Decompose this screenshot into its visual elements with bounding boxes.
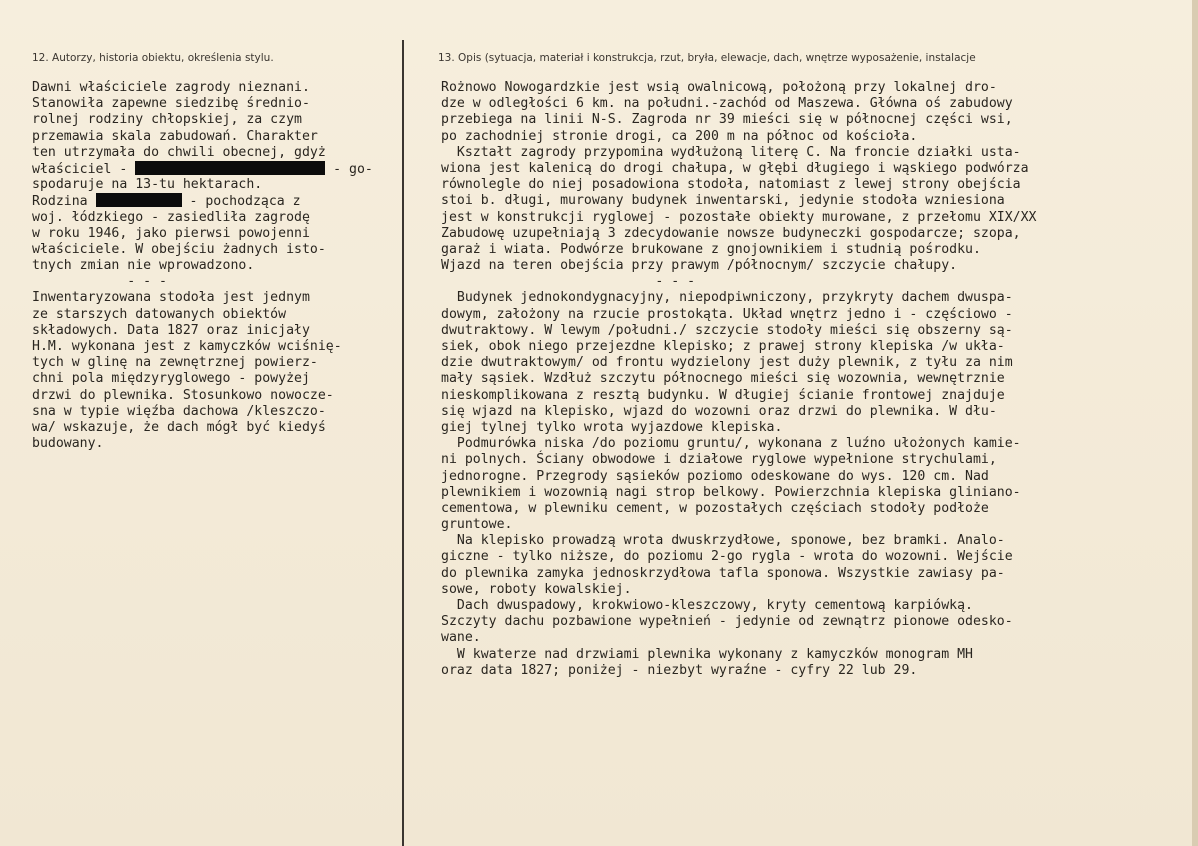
text-line: rolnej rodziny chłopskiej, za czym bbox=[32, 112, 302, 128]
text-line: Podmurówka niska /do poziomu gruntu/, wykonana z luźno ułożonych kamie- bbox=[441, 436, 1021, 452]
text-line: w roku 1946, jako pierwsi powojenni bbox=[32, 225, 310, 241]
text-line: Stanowiła zapewne siedzibę średnio- bbox=[32, 96, 310, 112]
redaction-bar bbox=[96, 193, 182, 207]
text-line: przebiega na linii N-S. Zagroda nr 39 mieści się w północnej części wsi, bbox=[441, 112, 1013, 128]
text-line: siek, obok niego przejezdne klepisko; z prawej strony klepiska /w ukła- bbox=[441, 339, 1005, 354]
text-line: tnych zmian nie wprowadzono. bbox=[32, 258, 255, 274]
text-line: ten utrzymała do chwili obecnej, gdyż bbox=[32, 144, 326, 160]
text-line: po zachodniej stronie drogi, ca 200 m na północ od kościoła. bbox=[441, 128, 918, 144]
text-line bbox=[32, 193, 373, 209]
section-13-header: 13. Opis (sytuacja, materiał i konstrukcja, rzut, bryła, elewacje, dach, wnętrze wyposażenie, instalacje bbox=[438, 52, 976, 64]
text-fragment: Rodzina bbox=[32, 194, 96, 210]
text-line: jest w konstrukcji ryglowej - pozostałe obiekty murowane, z przełomu XIX/XX bbox=[441, 209, 1037, 225]
text-line: Kształt zagrody przypomina wydłużoną literę C. Na froncie działki usta- bbox=[441, 144, 1021, 160]
text-line: ze starszych datowanych obiektów bbox=[32, 306, 287, 322]
text-line bbox=[32, 161, 373, 177]
text-line: garaż i wiata. Podwórze brukowane z gnojownikiem i studnią pośrodku. bbox=[441, 241, 981, 257]
text-line: H.M. wykonana jest z kamyczków wciśnię- bbox=[32, 339, 342, 354]
text-line: dzie dwutraktowym/ od frontu wydzielony jest duży plewnik, z tyłu za nim bbox=[441, 355, 1013, 371]
text-line: składowych. Data 1827 oraz inicjały bbox=[32, 322, 310, 338]
card-edge bbox=[1192, 0, 1198, 846]
text-line: woj. łódzkiego - zasiedliła zagrodę bbox=[32, 209, 310, 225]
text-fragment: - pochodząca z bbox=[181, 194, 301, 210]
text-line: cementowa, w plewniku cement, w pozostałych częściach stodoły podłoże bbox=[441, 500, 989, 516]
text-line: dze w odległości 6 km. na południ.-zachód od Maszewa. Główna oś zabudowy bbox=[441, 96, 1013, 112]
text-line: plewnikiem i wozownią nagi strop belkowy. Powierzchnia klepiska gliniano- bbox=[441, 484, 1021, 500]
text-line: drzwi do plewnika. Stosunkowo nowocze- bbox=[32, 387, 334, 403]
text-line: ni polnych. Ściany obwodowe i działowe ryglowe wypełnione strychulami, bbox=[441, 452, 997, 468]
text-line: giej tylnej tylko wrota wyjazdowe klepiska. bbox=[441, 419, 783, 435]
text-line: wane. bbox=[441, 630, 481, 646]
redaction-bar bbox=[135, 161, 325, 175]
text-line: przemawia skala zabudowań. Charakter bbox=[32, 128, 318, 144]
text-line: Na klepisko prowadzą wrota dwuskrzydłowe, sponowe, bez bramki. Analo- bbox=[441, 533, 1005, 549]
text-line: Wjazd na teren obejścia przy prawym /północnym/ szczycie chałupy. bbox=[441, 258, 958, 274]
text-line: sna w typie więźba dachowa /kleszczo- bbox=[32, 403, 326, 419]
text-line: tych w glinę na zewnętrznej powierz- bbox=[32, 355, 318, 371]
text-line: jednorogne. Przegrody sąsieków poziomo odeskowane do wys. 120 cm. Nad bbox=[441, 468, 989, 484]
text-fragment: - go- bbox=[325, 161, 373, 177]
text-line: gruntowe. bbox=[441, 517, 513, 533]
text-line: W kwaterze nad drzwiami plewnika wykonany z kamyczków monogram MH bbox=[441, 646, 973, 662]
text-line: - - - bbox=[441, 274, 696, 290]
text-line: właściciele. W obejściu żadnych isto- bbox=[32, 241, 326, 257]
text-line: spodaruje na 13-tu hektarach. bbox=[32, 177, 263, 193]
text-line: nieskomplikowana z resztą budynku. W długiej ścianie frontowej znajduje bbox=[441, 387, 1005, 403]
text-line: się wjazd na klepisko, wjazd do wozowni oraz drzwi do plewnika. W dłu- bbox=[441, 403, 997, 419]
text-line: Szczyty dachu pozbawione wypełnień - jedynie od zewnątrz pionowe odesko- bbox=[441, 614, 1013, 630]
text-line: równolegle do niej posadowiona stodoła, natomiast z lewej strony obejścia bbox=[441, 177, 1021, 193]
description-text bbox=[441, 80, 1036, 679]
text-line: oraz data 1827; poniżej - niezbyt wyraźne - cyfry 22 lub 29. bbox=[441, 662, 918, 678]
text-line: chni pola międzyryglowego - powyżej bbox=[32, 371, 310, 387]
text-fragment: właściciel - bbox=[32, 161, 136, 177]
text-line: Dach dwuspadowy, krokwiowo-kleszczowy, kryty cementową karpiówką. bbox=[441, 598, 973, 613]
text-line: dowym, założony na rzucie prostokąta. Układ wnętrz jedno i - częściowo - bbox=[441, 306, 1013, 322]
text-line: do plewnika zamyka jednoskrzydłowa tafla sponowa. Wszystkie zawiasy pa- bbox=[441, 565, 1005, 581]
text-line: giczne - tylko niższe, do poziomu 2-go rygla - wrota do wozowni. Wejście bbox=[441, 549, 1013, 565]
text-line: budowany. bbox=[32, 436, 104, 452]
text-line: wiona jest kalenicą do drogi chałupa, w głębi długiego i wąskiego podwórza bbox=[441, 160, 1029, 176]
text-line: Zabudowę uzupełniają 3 zdecydowanie nowsze budyneczki gospodarcze; szopa, bbox=[441, 225, 1021, 241]
text-line: Inwentaryzowana stodoła jest jednym bbox=[32, 290, 310, 306]
text-line: sowe, roboty kowalskiej. bbox=[441, 581, 632, 597]
text-line: - - - bbox=[32, 274, 167, 290]
text-line: Rożnowo Nowogardzkie jest wsią owalnicową, położoną przy lokalnej dro- bbox=[441, 80, 997, 95]
text-line: stoi b. długi, murowany budynek inwentarski, jedynie stodoła wzniesiona bbox=[441, 193, 1005, 209]
text-line: Dawni właściciele zagrody nieznani. bbox=[32, 80, 310, 95]
text-line: dwutraktowy. W lewym /południ./ szczycie stodoły mieści się obszerny są- bbox=[441, 322, 1013, 338]
text-line: wa/ wskazuje, że dach mógł być kiedyś bbox=[32, 419, 326, 435]
section-12-header: 12. Autorzy, historia obiektu, określenia stylu. bbox=[32, 52, 274, 64]
text-line: Budynek jednokondygnacyjny, niepodpiwniczony, przykryty dachem dwuspa- bbox=[441, 290, 1013, 306]
column-divider bbox=[402, 40, 404, 846]
history-text bbox=[32, 80, 373, 452]
text-line: mały sąsiek. Wzdłuż szczytu północnego mieści się wozownia, wewnętrznie bbox=[441, 371, 1005, 387]
